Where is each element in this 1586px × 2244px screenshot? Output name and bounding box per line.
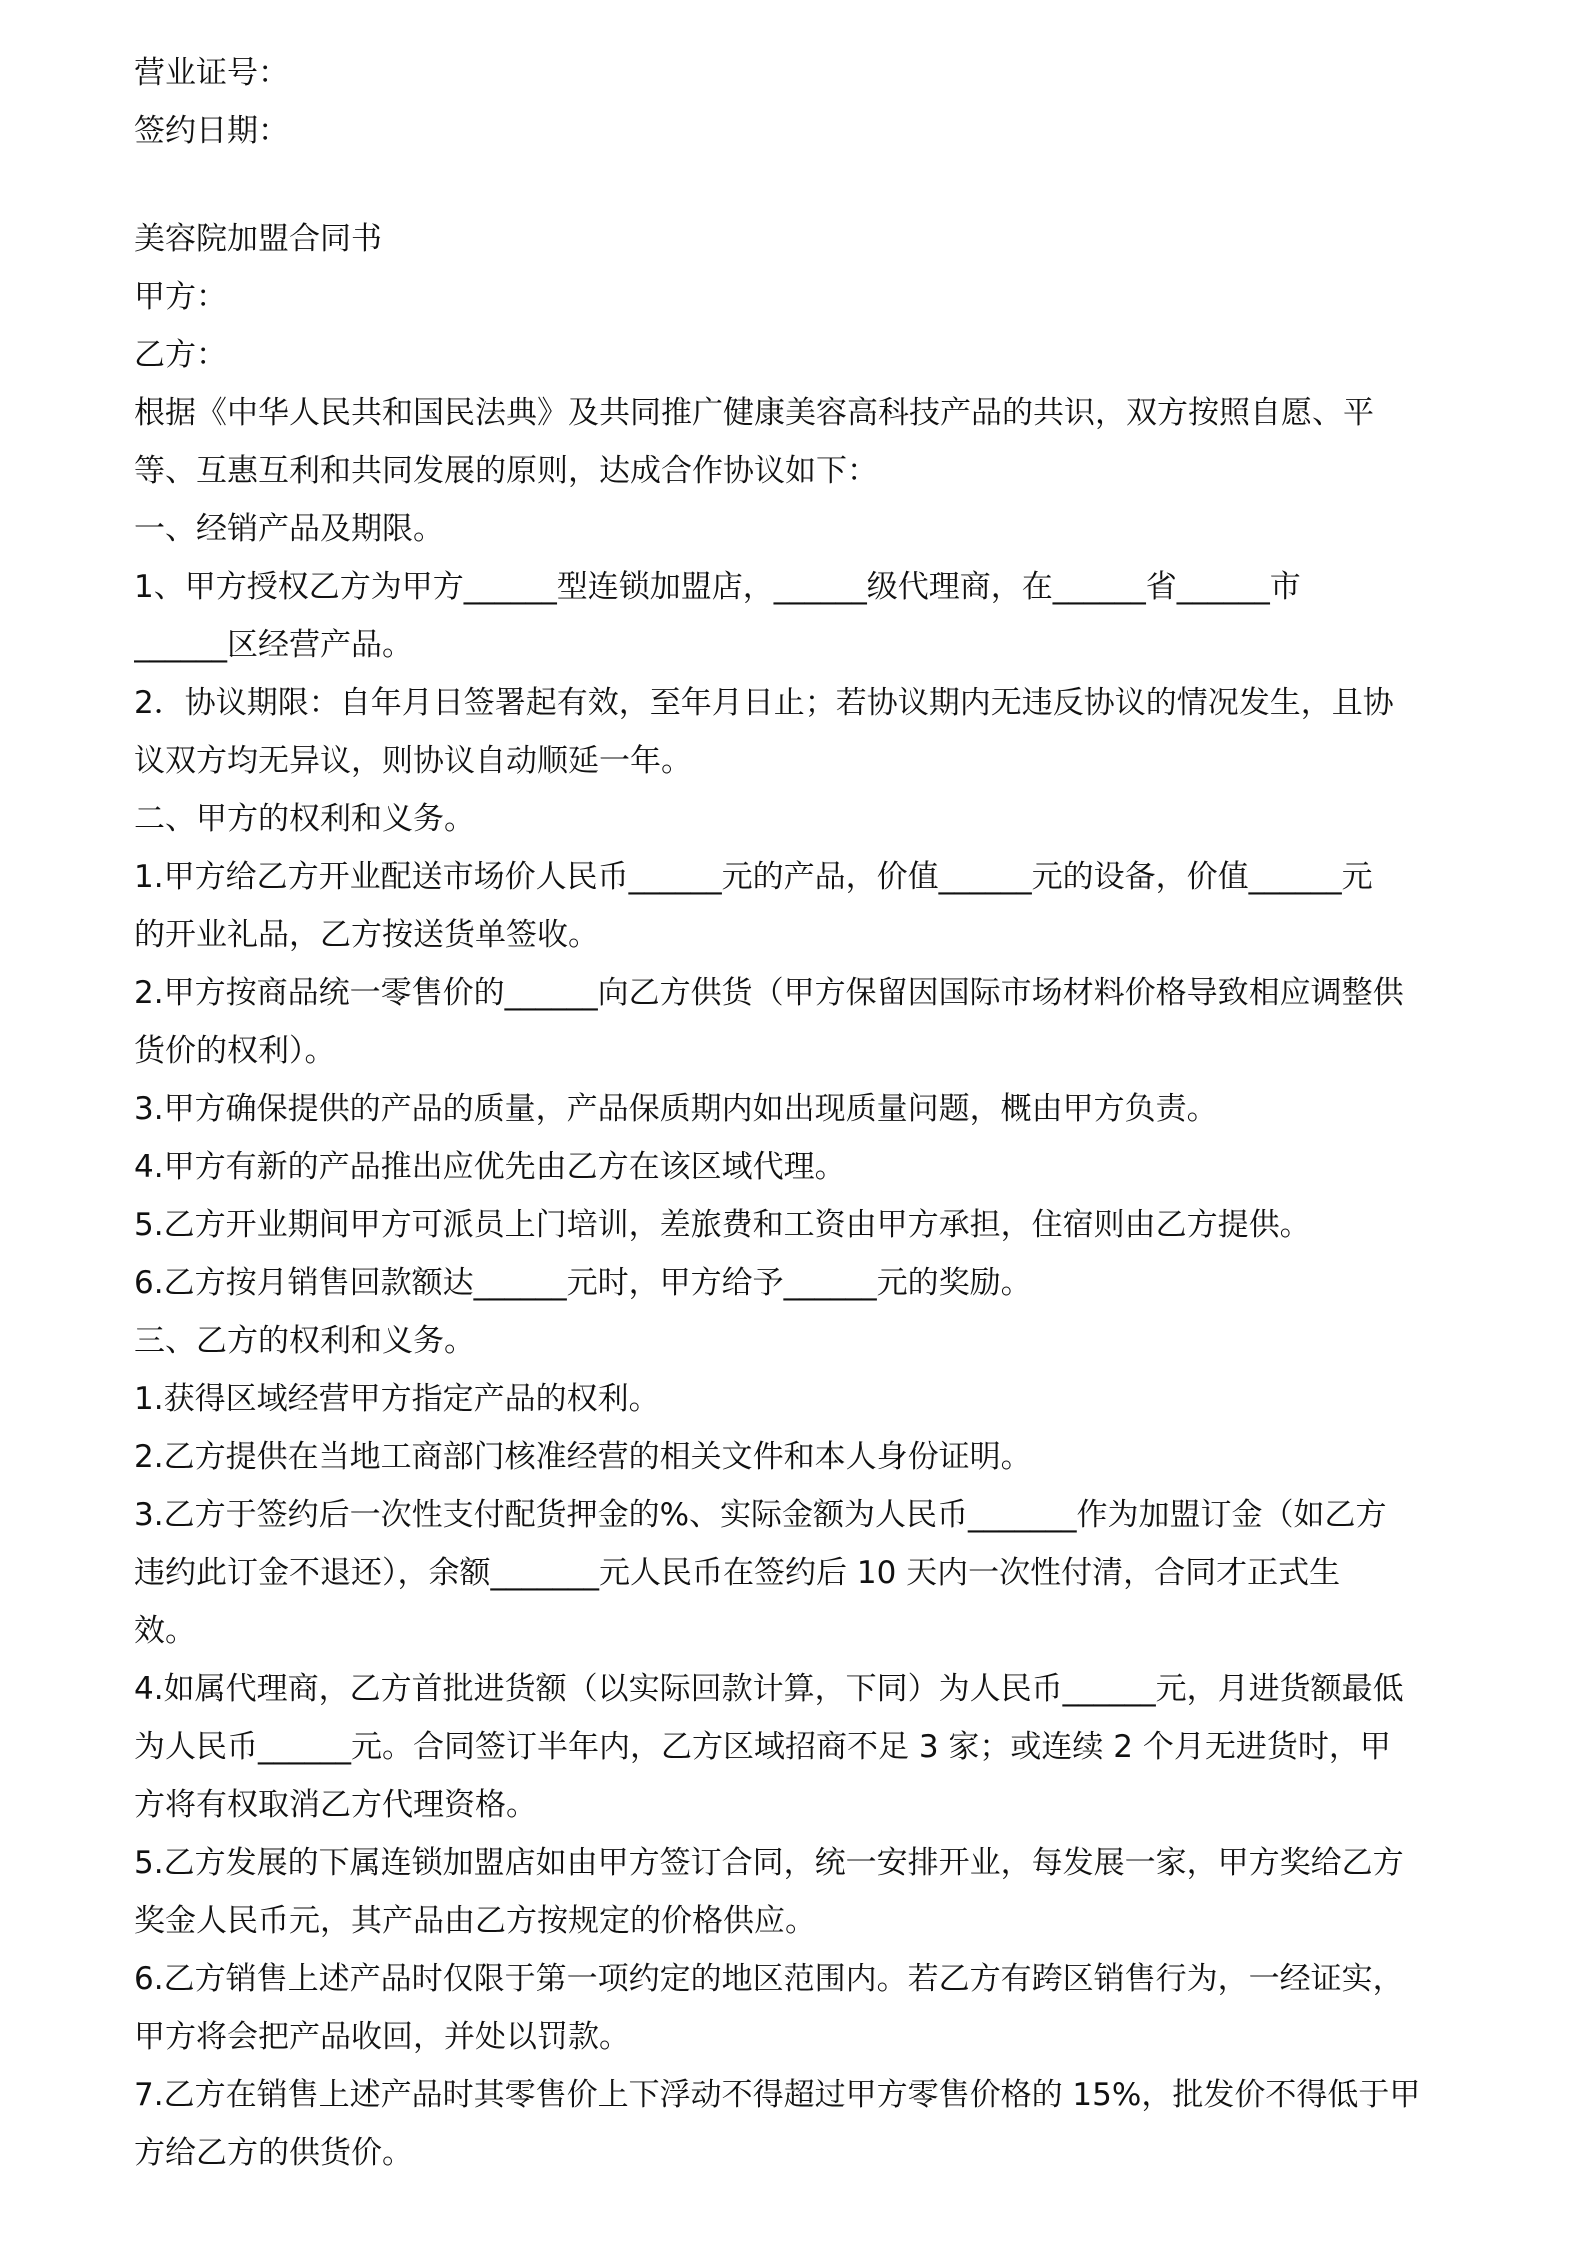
paragraph-line: 1.获得区域经营甲方指定产品的权利。 <box>134 1381 660 1417</box>
section-heading: 三、乙方的权利和义务。 <box>134 1323 475 1359</box>
paragraph-line: 2.乙方提供在当地工商部门核准经营的相关文件和本人身份证明。 <box>134 1439 1032 1475</box>
party-b-label: 乙方： <box>134 337 227 373</box>
paragraph-line: 的开业礼品，乙方按送货单签收。 <box>134 917 599 953</box>
paragraph-line: 2．协议期限：自年月日签署起有效，至年月日止；若协议期内无违反协议的情况发生，且协 <box>134 685 1394 721</box>
contract-document <box>134 44 1464 2182</box>
paragraph-line: 7.乙方在销售上述产品时其零售价上下浮动不得超过甲方零售价格的 15%，批发价不得低于甲 <box>134 2077 1421 2113</box>
signing-date-label: 签约日期： <box>134 113 289 149</box>
paragraph-line: 6.乙方按月销售回款额达______元时，甲方给予______元的奖励。 <box>134 1265 1032 1301</box>
paragraph-line: 4.如属代理商，乙方首批进货额（以实际回款计算，下同）为人民币______元，月进货额最低 <box>134 1671 1404 1707</box>
paragraph-line: 为人民币______元。合同签订半年内，乙方区域招商不足 3 家；或连续 2 个月无进货时，甲 <box>134 1729 1391 1765</box>
paragraph-line: 根据《中华人民共和国民法典》及共同推广健康美容高科技产品的共识，双方按照自愿、平 <box>134 395 1374 431</box>
paragraph-line: 5.乙方开业期间甲方可派员上门培训，差旅费和工资由甲方承担，住宿则由乙方提供。 <box>134 1207 1311 1243</box>
paragraph-line: 3.甲方确保提供的产品的质量，产品保质期内如出现质量问题，概由甲方负责。 <box>134 1091 1218 1127</box>
business-license-number-label: 营业证号： <box>134 55 289 91</box>
paragraph-line: 违约此订金不退还），余额_______元人民币在签约后 10 天内一次性付清，合同才正式生 <box>134 1555 1341 1591</box>
paragraph-line: 1、甲方授权乙方为甲方______型连锁加盟店，______级代理商，在______省______市 <box>134 569 1301 605</box>
document-title: 美容院加盟合同书 <box>134 221 382 257</box>
paragraph-line: 甲方将会把产品收回，并处以罚款。 <box>134 2019 630 2055</box>
paragraph-line: 等、互惠互利和共同发展的原则，达成合作协议如下： <box>134 453 878 489</box>
paragraph-line: 奖金人民币元，其产品由乙方按规定的价格供应。 <box>134 1903 816 1939</box>
paragraph-line: 5.乙方发展的下属连锁加盟店如由甲方签订合同，统一安排开业，每发展一家，甲方奖给乙方 <box>134 1845 1404 1881</box>
paragraph-line: 效。 <box>134 1613 196 1649</box>
paragraph-line: 方将有权取消乙方代理资格。 <box>134 1787 537 1823</box>
party-a-label: 甲方： <box>134 279 227 315</box>
paragraph-line: 1.甲方给乙方开业配送市场价人民币______元的产品，价值______元的设备，价值______元 <box>134 859 1373 895</box>
paragraph-line: 方给乙方的供货价。 <box>134 2135 413 2171</box>
paragraph-line: 3.乙方于签约后一次性支付配货押金的%、实际金额为人民币_______作为加盟订金（如乙方 <box>134 1497 1387 1533</box>
paragraph-line: 4.甲方有新的产品推出应优先由乙方在该区域代理。 <box>134 1149 846 1185</box>
paragraph-line: 6.乙方销售上述产品时仅限于第一项约定的地区范围内。若乙方有跨区销售行为，一经证实， <box>134 1961 1404 1997</box>
paragraph-line: 议双方均无异议，则协议自动顺延一年。 <box>134 743 692 779</box>
paragraph-line: 货价的权利）。 <box>134 1033 336 1069</box>
paragraph-line: 2.甲方按商品统一零售价的______向乙方供货（甲方保留因国际市场材料价格导致相应调整供 <box>134 975 1404 1011</box>
spacer <box>134 160 1464 210</box>
section-heading: 二、甲方的权利和义务。 <box>134 801 475 837</box>
paragraph-line: ______区经营产品。 <box>134 627 413 663</box>
section-heading: 一、经销产品及期限。 <box>134 511 444 547</box>
